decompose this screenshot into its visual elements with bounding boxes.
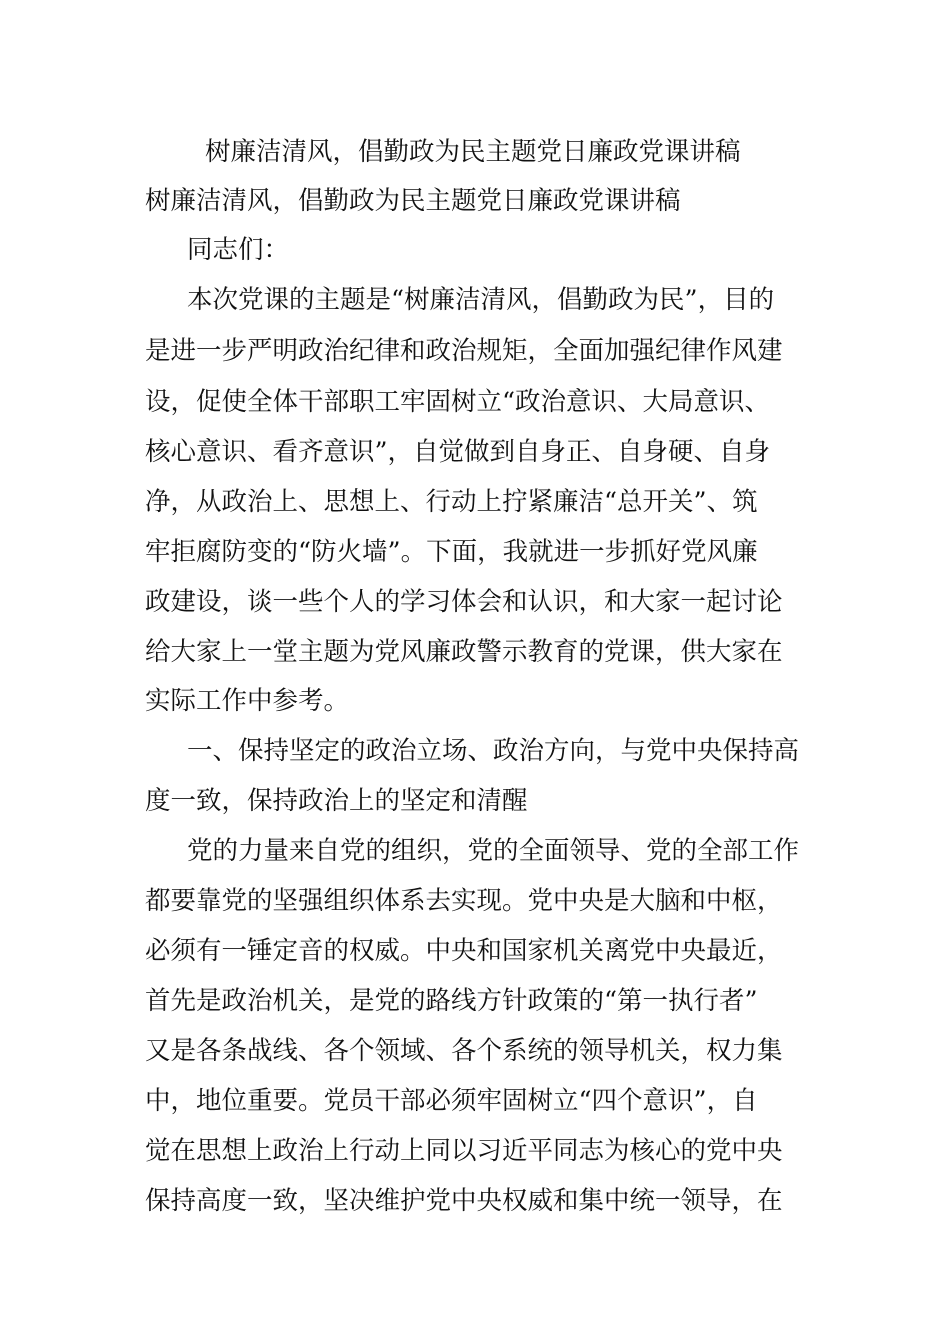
text-line: 政建设，谈一些个人的学习体会和认识，和大家一起讨论 — [145, 587, 783, 617]
section-heading-line: 一、保持坚定的政治立场、政治方向，与党中央保持高 — [187, 736, 800, 766]
text-line: 牢拒腐防变的“防火墙”。下面，我就进一步抓好党风廉 — [145, 537, 758, 567]
text-line: 觉在思想上政治上行动上同以习近平同志为核心的党中央 — [145, 1136, 783, 1166]
text-line: 实际工作中参考。 — [145, 686, 350, 716]
text-line: 必须有一锤定音的权威。中央和国家机关离党中央最近， — [145, 936, 783, 966]
document-title: 树廉洁清风，倡勤政为民主题党日廉政党课讲稿 — [205, 137, 741, 167]
text-line: 又是各条战线、各个领域、各个系统的领导机关，权力集 — [145, 1036, 783, 1066]
text-line: 核心意识、看齐意识”，自觉做到自身正、自身硬、自身 — [145, 437, 771, 467]
document-subtitle: 树廉洁清风，倡勤政为民主题党日廉政党课讲稿 — [145, 186, 681, 216]
text-line: 净，从政治上、思想上、行动上拧紧廉洁“总开关”、筑 — [145, 487, 758, 517]
text-line: 本次党课的主题是“树廉洁清风，倡勤政为民”，目的 — [187, 285, 775, 315]
text-line: 是进一步严明政治纪律和政治规矩，全面加强纪律作风建 — [145, 336, 783, 366]
text-line: 中，地位重要。党员干部必须牢固树立“四个意识”，自 — [145, 1086, 758, 1116]
text-line: 设，促使全体干部职工牢固树立“政治意识、大局意识、 — [145, 387, 771, 417]
text-line: 都要靠党的坚强组织体系去实现。党中央是大脑和中枢， — [145, 886, 783, 916]
section-heading-line: 度一致，保持政治上的坚定和清醒 — [145, 786, 528, 816]
text-line: 保持高度一致，坚决维护党中央权威和集中统一领导，在 — [145, 1186, 783, 1216]
text-line: 给大家上一堂主题为党风廉政警示教育的党课，供大家在 — [145, 637, 783, 667]
salutation: 同志们： — [187, 235, 290, 265]
text-line: 党的力量来自党的组织，党的全面领导、党的全部工作 — [187, 836, 800, 866]
text-line: 首先是政治机关，是党的路线方针政策的“第一执行者” — [145, 986, 758, 1016]
